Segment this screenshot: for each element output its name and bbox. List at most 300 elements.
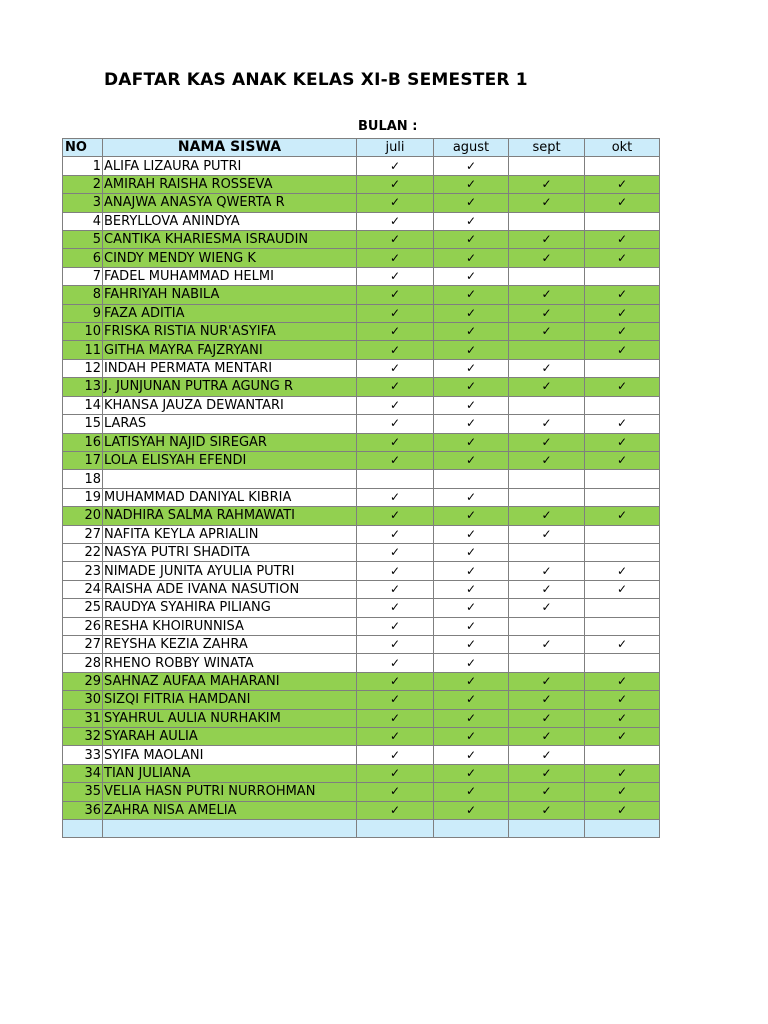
cell-no[interactable]: 22 xyxy=(63,543,103,561)
cell-agust[interactable] xyxy=(434,764,509,782)
cell-okt[interactable] xyxy=(585,323,660,341)
cell-nama-siswa[interactable]: NAFITA KEYLA APRIALIN xyxy=(103,525,357,543)
cell-sept[interactable] xyxy=(509,175,585,193)
cell-juli[interactable] xyxy=(357,451,434,469)
check-mark-icon: ✓ xyxy=(616,802,628,817)
cell-juli[interactable] xyxy=(357,323,434,341)
cell-nama-siswa[interactable]: NIMADE JUNITA AYULIA PUTRI xyxy=(103,562,357,580)
check-mark-icon: ✓ xyxy=(465,342,477,357)
cell-no[interactable]: 17 xyxy=(63,451,103,469)
table-row xyxy=(63,212,660,230)
check-mark-icon: ✓ xyxy=(616,250,628,265)
cell-no[interactable]: 3 xyxy=(63,194,103,212)
cell-nama-siswa[interactable]: SYIFA MAOLANI xyxy=(103,746,357,764)
cell-sept[interactable] xyxy=(509,212,585,230)
cell-juli[interactable] xyxy=(357,562,434,580)
cell-juli[interactable] xyxy=(357,341,434,359)
cell-no[interactable]: 27 xyxy=(63,525,103,543)
cell-agust[interactable] xyxy=(434,231,509,249)
cell-no[interactable]: 2 xyxy=(63,175,103,193)
cell-no[interactable]: 35 xyxy=(63,783,103,801)
cell-no[interactable]: 11 xyxy=(63,341,103,359)
cell-no[interactable]: 7 xyxy=(63,267,103,285)
cell-nama-siswa[interactable]: KHANSA JAUZA DEWANTARI xyxy=(103,396,357,414)
cell-sept[interactable] xyxy=(509,304,585,322)
cell-no[interactable]: 25 xyxy=(63,599,103,617)
cell-agust[interactable] xyxy=(434,691,509,709)
table-row xyxy=(63,783,660,801)
cell-agust[interactable] xyxy=(434,654,509,672)
cell-juli[interactable] xyxy=(357,175,434,193)
cell-agust[interactable] xyxy=(434,157,509,175)
cell-agust[interactable] xyxy=(434,304,509,322)
check-mark-icon: ✓ xyxy=(465,195,477,210)
cell-agust[interactable] xyxy=(434,672,509,690)
cell-okt[interactable] xyxy=(585,507,660,525)
check-mark-icon: ✓ xyxy=(389,563,401,578)
cell-sept[interactable] xyxy=(509,286,585,304)
table-row xyxy=(63,341,660,359)
cell-juli[interactable] xyxy=(357,378,434,396)
cell-juli[interactable] xyxy=(357,231,434,249)
check-mark-icon: ✓ xyxy=(541,195,552,210)
cell-okt[interactable] xyxy=(585,286,660,304)
cell-juli[interactable] xyxy=(357,212,434,230)
cell-sept[interactable] xyxy=(509,249,585,267)
cell-nama-siswa[interactable]: BERYLLOVA ANINDYA xyxy=(103,212,357,230)
table-row xyxy=(63,304,660,322)
check-mark-icon: ✓ xyxy=(541,416,552,431)
table-row xyxy=(63,728,660,746)
cell-okt[interactable] xyxy=(585,617,660,635)
cell-nama-siswa[interactable]: NADHIRA SALMA RAHMAWATI xyxy=(103,507,357,525)
check-mark-icon: ✓ xyxy=(541,526,552,541)
cell-agust[interactable] xyxy=(434,378,509,396)
cell-sept[interactable] xyxy=(509,709,585,727)
cell-nama-siswa[interactable]: RESHA KHOIRUNNISA xyxy=(103,617,357,635)
cell-juli[interactable] xyxy=(357,783,434,801)
cell-juli[interactable] xyxy=(357,396,434,414)
table-row xyxy=(63,433,660,451)
check-mark-icon: ✓ xyxy=(465,379,477,394)
cell-nama-siswa[interactable]: SYAHRUL AULIA NURHAKIM xyxy=(103,709,357,727)
cell-nama-siswa[interactable]: CINDY MENDY WIENG K xyxy=(103,249,357,267)
cell-sept[interactable] xyxy=(509,783,585,801)
check-mark-icon: ✓ xyxy=(389,397,401,412)
check-mark-icon: ✓ xyxy=(465,269,477,284)
cell-agust[interactable] xyxy=(434,249,509,267)
cell-juli[interactable] xyxy=(357,709,434,727)
cell-juli[interactable] xyxy=(357,470,434,488)
cell-no[interactable]: 30 xyxy=(63,691,103,709)
cell-nama-siswa[interactable]: SAHNAZ AUFAA MAHARANI xyxy=(103,672,357,690)
check-mark-icon: ✓ xyxy=(616,305,628,320)
cell-no[interactable]: 33 xyxy=(63,746,103,764)
cell-okt[interactable] xyxy=(585,580,660,598)
check-mark-icon: ✓ xyxy=(616,692,628,707)
cell-agust[interactable] xyxy=(434,617,509,635)
cell-no[interactable]: 6 xyxy=(63,249,103,267)
cell-juli[interactable] xyxy=(357,580,434,598)
cell-no[interactable]: 14 xyxy=(63,396,103,414)
table-row xyxy=(63,359,660,377)
cell-okt[interactable] xyxy=(585,488,660,506)
cell-sept[interactable] xyxy=(509,341,585,359)
header-no[interactable]: NO xyxy=(63,139,103,157)
cell-agust[interactable] xyxy=(434,415,509,433)
cell-agust[interactable] xyxy=(434,175,509,193)
cell-sept[interactable] xyxy=(509,617,585,635)
check-mark-icon: ✓ xyxy=(616,195,628,210)
cell-nama-siswa[interactable]: LOLA ELISYAH EFENDI xyxy=(103,451,357,469)
cell-juli[interactable] xyxy=(357,359,434,377)
cell-sept[interactable] xyxy=(509,488,585,506)
cell-okt[interactable] xyxy=(585,415,660,433)
cell-sept[interactable] xyxy=(509,599,585,617)
cell-no[interactable]: 16 xyxy=(63,433,103,451)
cell-okt[interactable] xyxy=(585,562,660,580)
cell-okt[interactable] xyxy=(585,709,660,727)
cell-juli[interactable] xyxy=(357,507,434,525)
cell-okt[interactable] xyxy=(585,654,660,672)
cell-no[interactable]: 13 xyxy=(63,378,103,396)
check-mark-icon: ✓ xyxy=(616,581,628,596)
footer-cell[interactable] xyxy=(357,820,434,838)
check-mark-icon: ✓ xyxy=(465,526,477,541)
cell-no[interactable]: 24 xyxy=(63,580,103,598)
cell-agust[interactable] xyxy=(434,580,509,598)
bulan-label: BULAN : xyxy=(358,119,418,134)
cell-sept[interactable] xyxy=(509,691,585,709)
cell-agust[interactable] xyxy=(434,562,509,580)
cell-nama-siswa[interactable]: INDAH PERMATA MENTARI xyxy=(103,359,357,377)
cell-no[interactable]: 27 xyxy=(63,635,103,653)
cell-nama-siswa[interactable]: NASYA PUTRI SHADITA xyxy=(103,543,357,561)
cell-no[interactable]: 32 xyxy=(63,728,103,746)
cell-juli[interactable] xyxy=(357,617,434,635)
cell-nama-siswa[interactable]: CANTIKA KHARIESMA ISRAUDIN xyxy=(103,231,357,249)
cell-sept[interactable] xyxy=(509,746,585,764)
cell-no[interactable]: 31 xyxy=(63,709,103,727)
check-mark-icon: ✓ xyxy=(465,416,477,431)
check-mark-icon: ✓ xyxy=(389,784,401,799)
cell-agust[interactable] xyxy=(434,396,509,414)
cell-okt[interactable] xyxy=(585,175,660,193)
cell-no[interactable]: 28 xyxy=(63,654,103,672)
cell-no[interactable]: 36 xyxy=(63,801,103,819)
cell-sept[interactable] xyxy=(509,231,585,249)
cell-no[interactable]: 18 xyxy=(63,470,103,488)
cell-okt[interactable] xyxy=(585,599,660,617)
cell-nama-siswa[interactable]: FAHRIYAH NABILA xyxy=(103,286,357,304)
cell-sept[interactable] xyxy=(509,507,585,525)
check-mark-icon: ✓ xyxy=(465,158,477,173)
cell-okt[interactable] xyxy=(585,378,660,396)
cell-nama-siswa[interactable]: SYARAH AULIA xyxy=(103,728,357,746)
footer-cell[interactable] xyxy=(585,820,660,838)
cell-nama-siswa[interactable]: ZAHRA NISA AMELIA xyxy=(103,801,357,819)
cell-agust[interactable] xyxy=(434,599,509,617)
cell-nama-siswa[interactable]: AMIRAH RAISHA ROSSEVA xyxy=(103,175,357,193)
check-mark-icon: ✓ xyxy=(389,673,401,688)
cell-agust[interactable] xyxy=(434,267,509,285)
footer-cell[interactable] xyxy=(434,820,509,838)
cell-nama-siswa[interactable]: LATISYAH NAJID SIREGAR xyxy=(103,433,357,451)
cell-no[interactable]: 4 xyxy=(63,212,103,230)
cell-okt[interactable] xyxy=(585,543,660,561)
check-mark-icon: ✓ xyxy=(465,397,477,412)
cell-no[interactable]: 8 xyxy=(63,286,103,304)
cell-nama-siswa[interactable]: GITHA MAYRA FAJZRYANI xyxy=(103,341,357,359)
check-mark-icon: ✓ xyxy=(541,250,552,265)
cell-okt[interactable] xyxy=(585,801,660,819)
cell-sept[interactable] xyxy=(509,764,585,782)
cell-agust[interactable] xyxy=(434,488,509,506)
cell-sept[interactable] xyxy=(509,525,585,543)
cell-agust[interactable] xyxy=(434,746,509,764)
check-mark-icon: ✓ xyxy=(389,802,401,817)
cell-nama-siswa[interactable]: SIZQI FITRIA HAMDANI xyxy=(103,691,357,709)
cell-agust[interactable] xyxy=(434,728,509,746)
table-row xyxy=(63,249,660,267)
cell-okt[interactable] xyxy=(585,249,660,267)
check-mark-icon: ✓ xyxy=(541,729,552,744)
footer-row xyxy=(63,820,660,838)
cell-juli[interactable] xyxy=(357,801,434,819)
cell-nama-siswa[interactable]: RHENO ROBBY WINATA xyxy=(103,654,357,672)
cell-no[interactable]: 23 xyxy=(63,562,103,580)
cell-sept[interactable] xyxy=(509,801,585,819)
cell-agust[interactable] xyxy=(434,323,509,341)
cell-sept[interactable] xyxy=(509,323,585,341)
header-month-sept[interactable]: sept xyxy=(509,139,585,157)
cell-agust[interactable] xyxy=(434,801,509,819)
cell-okt[interactable] xyxy=(585,728,660,746)
check-mark-icon: ✓ xyxy=(541,563,552,578)
check-mark-icon: ✓ xyxy=(389,766,401,781)
cell-agust[interactable] xyxy=(434,359,509,377)
cell-okt[interactable] xyxy=(585,635,660,653)
cell-nama-siswa[interactable]: MUHAMMAD DANIYAL KIBRIA xyxy=(103,488,357,506)
cell-nama-siswa[interactable]: FRISKA RISTIA NUR'ASYIFA xyxy=(103,323,357,341)
footer-cell[interactable] xyxy=(63,820,103,838)
cell-agust[interactable] xyxy=(434,783,509,801)
table-row xyxy=(63,635,660,653)
check-mark-icon: ✓ xyxy=(389,508,401,523)
cell-nama-siswa[interactable]: TIAN JULIANA xyxy=(103,764,357,782)
cell-sept[interactable] xyxy=(509,654,585,672)
cell-juli[interactable] xyxy=(357,764,434,782)
header-month-juli[interactable]: juli xyxy=(357,139,434,157)
cell-juli[interactable] xyxy=(357,249,434,267)
cell-okt[interactable] xyxy=(585,157,660,175)
table-row xyxy=(63,764,660,782)
cell-agust[interactable] xyxy=(434,507,509,525)
cell-nama-siswa[interactable]: REYSHA KEZIA ZAHRA xyxy=(103,635,357,653)
check-mark-icon: ✓ xyxy=(616,416,628,431)
cell-okt[interactable] xyxy=(585,304,660,322)
check-mark-icon: ✓ xyxy=(541,361,552,376)
cell-agust[interactable] xyxy=(434,470,509,488)
cell-sept[interactable] xyxy=(509,359,585,377)
check-mark-icon: ✓ xyxy=(389,269,401,284)
cell-okt[interactable] xyxy=(585,212,660,230)
check-mark-icon: ✓ xyxy=(616,232,628,247)
cell-sept[interactable] xyxy=(509,396,585,414)
cell-juli[interactable] xyxy=(357,286,434,304)
cell-sept[interactable] xyxy=(509,543,585,561)
cell-no[interactable]: 1 xyxy=(63,157,103,175)
cell-nama-siswa[interactable]: RAISHA ADE IVANA NASUTION xyxy=(103,580,357,598)
cell-sept[interactable] xyxy=(509,562,585,580)
check-mark-icon: ✓ xyxy=(389,324,401,339)
cell-sept[interactable] xyxy=(509,728,585,746)
table-row xyxy=(63,709,660,727)
cell-juli[interactable] xyxy=(357,543,434,561)
cell-nama-siswa[interactable] xyxy=(103,470,357,488)
check-mark-icon: ✓ xyxy=(616,342,628,357)
table-row xyxy=(63,451,660,469)
cell-juli[interactable] xyxy=(357,746,434,764)
table-row xyxy=(63,580,660,598)
cell-juli[interactable] xyxy=(357,415,434,433)
cell-okt[interactable] xyxy=(585,470,660,488)
cell-juli[interactable] xyxy=(357,525,434,543)
check-mark-icon: ✓ xyxy=(541,747,552,762)
cell-juli[interactable] xyxy=(357,728,434,746)
cell-no[interactable]: 5 xyxy=(63,231,103,249)
cell-no[interactable]: 15 xyxy=(63,415,103,433)
cell-agust[interactable] xyxy=(434,286,509,304)
cell-okt[interactable] xyxy=(585,691,660,709)
cell-nama-siswa[interactable]: LARAS xyxy=(103,415,357,433)
table-row xyxy=(63,396,660,414)
cell-agust[interactable] xyxy=(434,212,509,230)
header-month-agust[interactable]: agust xyxy=(434,139,509,157)
cell-okt[interactable] xyxy=(585,672,660,690)
table-row xyxy=(63,599,660,617)
cell-juli[interactable] xyxy=(357,304,434,322)
cell-sept[interactable] xyxy=(509,415,585,433)
cell-nama-siswa[interactable]: J. JUNJUNAN PUTRA AGUNG R xyxy=(103,378,357,396)
table-row xyxy=(63,672,660,690)
cell-agust[interactable] xyxy=(434,525,509,543)
cell-nama-siswa[interactable]: FADEL MUHAMMAD HELMI xyxy=(103,267,357,285)
check-mark-icon: ✓ xyxy=(465,324,477,339)
cell-agust[interactable] xyxy=(434,451,509,469)
cell-okt[interactable] xyxy=(585,359,660,377)
cell-okt[interactable] xyxy=(585,231,660,249)
check-mark-icon: ✓ xyxy=(465,361,477,376)
check-mark-icon: ✓ xyxy=(465,600,477,615)
cell-no[interactable]: 9 xyxy=(63,304,103,322)
cell-sept[interactable] xyxy=(509,580,585,598)
cell-no[interactable]: 34 xyxy=(63,764,103,782)
footer-cell[interactable] xyxy=(509,820,585,838)
cell-juli[interactable] xyxy=(357,194,434,212)
check-mark-icon: ✓ xyxy=(616,563,628,578)
table-row xyxy=(63,488,660,506)
cell-nama-siswa[interactable]: ANAJWA ANASYA QWERTA R xyxy=(103,194,357,212)
cell-no[interactable]: 26 xyxy=(63,617,103,635)
cell-sept[interactable] xyxy=(509,635,585,653)
cell-okt[interactable] xyxy=(585,433,660,451)
table-row xyxy=(63,323,660,341)
cell-okt[interactable] xyxy=(585,341,660,359)
cell-agust[interactable] xyxy=(434,433,509,451)
cell-sept[interactable] xyxy=(509,433,585,451)
sheet-title: DAFTAR KAS ANAK KELAS XI-B SEMESTER 1 xyxy=(104,70,528,90)
check-mark-icon: ✓ xyxy=(389,747,401,762)
cell-agust[interactable] xyxy=(434,194,509,212)
cell-okt[interactable] xyxy=(585,783,660,801)
cell-juli[interactable] xyxy=(357,433,434,451)
check-mark-icon: ✓ xyxy=(616,784,628,799)
check-mark-icon: ✓ xyxy=(389,618,401,633)
cell-juli[interactable] xyxy=(357,267,434,285)
cell-no[interactable]: 12 xyxy=(63,359,103,377)
cell-okt[interactable] xyxy=(585,764,660,782)
cell-agust[interactable] xyxy=(434,709,509,727)
cell-nama-siswa[interactable]: RAUDYA SYAHIRA PILIANG xyxy=(103,599,357,617)
cell-okt[interactable] xyxy=(585,451,660,469)
header-nama-siswa[interactable]: NAMA SISWA xyxy=(103,139,357,157)
cell-no[interactable]: 10 xyxy=(63,323,103,341)
check-mark-icon: ✓ xyxy=(465,692,477,707)
cell-nama-siswa[interactable]: FAZA ADITIA xyxy=(103,304,357,322)
header-month-okt[interactable]: okt xyxy=(585,139,660,157)
footer-cell[interactable] xyxy=(103,820,357,838)
cell-okt[interactable] xyxy=(585,525,660,543)
cell-sept[interactable] xyxy=(509,267,585,285)
cell-juli[interactable] xyxy=(357,488,434,506)
cell-juli[interactable] xyxy=(357,599,434,617)
check-mark-icon: ✓ xyxy=(541,305,552,320)
cell-okt[interactable] xyxy=(585,396,660,414)
cell-no[interactable]: 20 xyxy=(63,507,103,525)
cell-agust[interactable] xyxy=(434,635,509,653)
cell-okt[interactable] xyxy=(585,194,660,212)
cell-sept[interactable] xyxy=(509,470,585,488)
cell-agust[interactable] xyxy=(434,341,509,359)
cell-sept[interactable] xyxy=(509,451,585,469)
cell-juli[interactable] xyxy=(357,672,434,690)
table-row xyxy=(63,175,660,193)
cell-juli[interactable] xyxy=(357,654,434,672)
cell-sept[interactable] xyxy=(509,672,585,690)
cell-nama-siswa[interactable]: ALIFA LIZAURA PUTRI xyxy=(103,157,357,175)
cell-sept[interactable] xyxy=(509,157,585,175)
check-mark-icon: ✓ xyxy=(389,600,401,615)
cell-sept[interactable] xyxy=(509,378,585,396)
check-mark-icon: ✓ xyxy=(541,232,552,247)
cell-no[interactable]: 29 xyxy=(63,672,103,690)
check-mark-icon: ✓ xyxy=(465,729,477,744)
cell-sept[interactable] xyxy=(509,194,585,212)
cell-okt[interactable] xyxy=(585,267,660,285)
cell-okt[interactable] xyxy=(585,746,660,764)
cell-agust[interactable] xyxy=(434,543,509,561)
table-row xyxy=(63,267,660,285)
check-mark-icon: ✓ xyxy=(465,545,477,560)
cell-no[interactable]: 19 xyxy=(63,488,103,506)
cell-nama-siswa[interactable]: VELIA HASN PUTRI NURROHMAN xyxy=(103,783,357,801)
cell-juli[interactable] xyxy=(357,691,434,709)
check-mark-icon: ✓ xyxy=(616,766,628,781)
cell-juli[interactable] xyxy=(357,635,434,653)
cell-juli[interactable] xyxy=(357,157,434,175)
check-mark-icon: ✓ xyxy=(389,232,401,247)
